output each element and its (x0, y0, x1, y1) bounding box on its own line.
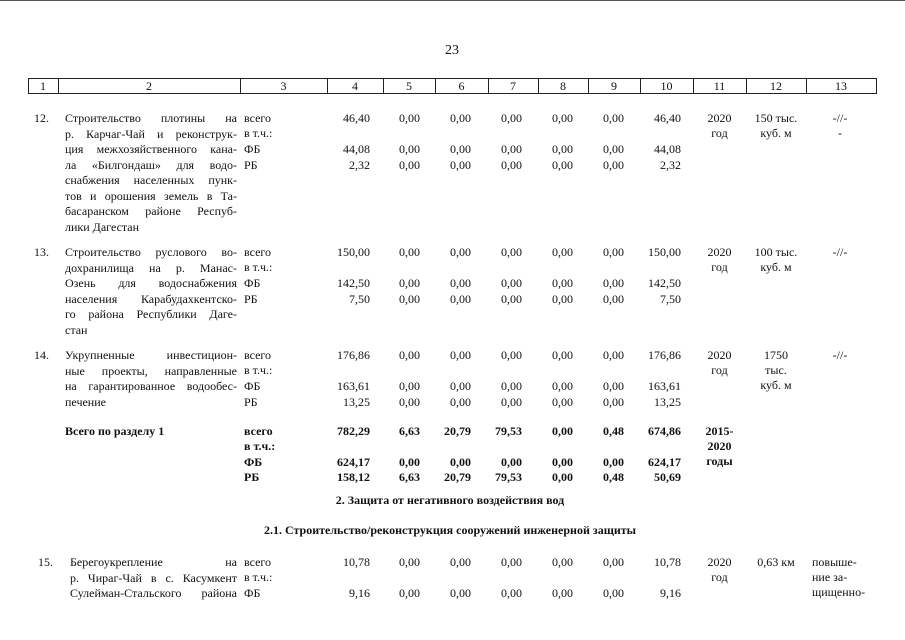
column-header-4: 4 (352, 79, 358, 93)
row-14-value: 0,00 (603, 379, 624, 393)
column-header-8: 8 (560, 79, 566, 93)
column-header-7: 7 (510, 79, 516, 93)
total-years: 2015- (705, 424, 734, 438)
row-15-fin-label: ФБ (244, 586, 261, 600)
row-14-value: 0,00 (450, 395, 471, 409)
row-14-fin-label: ФБ (244, 379, 261, 393)
row-13-fin-label: РБ (244, 292, 258, 306)
total-value: 0,00 (501, 455, 522, 469)
row-14-capacity: куб. м (760, 378, 792, 392)
row-14-value: 0,00 (399, 348, 420, 362)
total-value: 624,17 (337, 455, 370, 469)
row-15-value: 9,16 (660, 586, 681, 600)
row-12-value: 0,00 (450, 111, 471, 125)
row-14-value: 163,61 (648, 379, 681, 393)
row-14-fin-label: всего (244, 348, 272, 362)
row-13-value: 0,00 (399, 292, 420, 306)
row-15-note: ние за- (812, 570, 848, 584)
row-14-value: 0,00 (603, 348, 624, 362)
row-12-note: -//- (832, 111, 848, 125)
row-13-value: 0,00 (399, 276, 420, 290)
column-header-10: 10 (660, 79, 673, 93)
row-12-value: 44,08 (343, 142, 370, 156)
total-value: 50,69 (654, 470, 681, 484)
total-value: 6,63 (399, 424, 420, 438)
row-12-value: 0,00 (450, 142, 471, 156)
column-header-5: 5 (406, 79, 412, 93)
row-13-value: 142,50 (648, 276, 681, 290)
row-15-year: 2020 (707, 555, 732, 569)
row-15-fin-label: всего (244, 555, 272, 569)
row-12-value: 2,32 (660, 158, 681, 172)
row-12-value: 0,00 (501, 158, 522, 172)
row-15-value: 0,00 (450, 586, 471, 600)
row-12-value: 0,00 (501, 111, 522, 125)
row-12-value: 0,00 (603, 158, 624, 172)
total-value: 20,79 (444, 424, 471, 438)
row-12-note: - (838, 126, 842, 140)
row-14-value: 0,00 (552, 348, 573, 362)
row-15-value: 0,00 (552, 555, 573, 569)
column-header-13: 13 (835, 79, 847, 93)
row-12-fin-label: ФБ (244, 142, 261, 156)
row-12-year: 2020 (707, 111, 732, 125)
row-15-note: повыше- (812, 555, 857, 569)
row-14-value: 0,00 (552, 379, 573, 393)
row-12-value: 44,08 (654, 142, 681, 156)
row-13-year: 2020 (707, 245, 732, 259)
row-13-year: год (711, 260, 728, 274)
row-12-value: 0,00 (450, 158, 471, 172)
row-14-value: 176,86 (337, 348, 370, 362)
row-12-capacity: куб. м (760, 126, 792, 140)
row-13-value: 0,00 (552, 292, 573, 306)
row-12-value: 0,00 (603, 111, 624, 125)
column-header-1: 1 (40, 79, 46, 93)
row-12-number: 12. (34, 111, 49, 125)
row-12-fin-label: всего (244, 111, 272, 125)
row-14-number: 14. (34, 348, 49, 362)
row-13-value: 0,00 (399, 245, 420, 259)
row-14-value: 0,00 (552, 395, 573, 409)
row-13-fin-label: в т.ч.: (244, 260, 273, 274)
row-14-value: 0,00 (603, 395, 624, 409)
row-13-value: 0,00 (501, 276, 522, 290)
row-15-value: 0,00 (501, 586, 522, 600)
total-value: 0,00 (450, 455, 471, 469)
total-years: годы (706, 454, 733, 468)
row-13-value: 7,50 (349, 292, 370, 306)
total-value: 0,48 (603, 470, 624, 484)
row-13-description: Строительство руслового во- дохранилища на р. Манас- Озень для водоснабжения населения Карабудахкентско- го района Республики Даге- стан (65, 245, 237, 337)
row-13-fin-label: ФБ (244, 276, 261, 290)
row-15-value: 0,00 (552, 586, 573, 600)
total-years: 2020 (707, 439, 732, 453)
row-15-number: 15. (38, 555, 53, 569)
subsection-2-1-title: 2.1. Строительство/реконструкция сооружений инженерной защиты (263, 523, 637, 537)
row-14-value: 0,00 (450, 379, 471, 393)
row-12-value: 0,00 (399, 142, 420, 156)
total-value: 674,86 (648, 424, 681, 438)
row-13-value: 0,00 (552, 276, 573, 290)
total-value: 0,00 (552, 424, 573, 438)
row-14-value: 0,00 (501, 379, 522, 393)
row-15-value: 0,00 (450, 555, 471, 569)
row-14-fin-label: в т.ч.: (244, 363, 273, 377)
row-12-value: 0,00 (552, 158, 573, 172)
row-14-value: 163,61 (337, 379, 370, 393)
column-header-11: 11 (713, 79, 726, 93)
row-12-value: 2,32 (349, 158, 370, 172)
total-value: 624,17 (648, 455, 681, 469)
row-13-value: 0,00 (603, 245, 624, 259)
row-13-value: 0,00 (501, 245, 522, 259)
row-14-note: -//- (832, 348, 848, 362)
row-15-year: год (711, 570, 728, 584)
total-value: 0,48 (603, 424, 624, 438)
row-15-value: 0,00 (603, 586, 624, 600)
column-header-12: 12 (770, 79, 782, 93)
row-13-capacity: куб. м (760, 260, 792, 274)
row-13-value: 0,00 (603, 292, 624, 306)
column-header-6: 6 (458, 79, 465, 93)
row-13-value: 0,00 (501, 292, 522, 306)
total-value: 158,12 (337, 470, 370, 484)
row-14-value: 0,00 (501, 348, 522, 362)
total-fin-label: в т.ч.: (244, 439, 276, 453)
row-14-fin-label: РБ (244, 395, 258, 409)
row-13-fin-label: всего (244, 245, 272, 259)
row-13-number: 13. (34, 245, 49, 259)
row-13-value: 0,00 (450, 292, 471, 306)
row-14-value: 0,00 (399, 395, 420, 409)
row-15-value: 0,00 (603, 555, 624, 569)
row-14-capacity: 1750 (764, 348, 788, 362)
row-14-value: 0,00 (399, 379, 420, 393)
row-14-value: 13,25 (654, 395, 681, 409)
row-12-value: 46,40 (343, 111, 370, 125)
row-12-capacity: 150 тыс. (754, 111, 798, 125)
total-fin-label: всего (244, 424, 273, 438)
row-12-value: 0,00 (399, 111, 420, 125)
total-fin-label: РБ (244, 470, 260, 484)
total-value: 6,63 (399, 470, 420, 484)
row-14-value: 13,25 (343, 395, 370, 409)
row-14-year: год (711, 363, 728, 377)
row-15-description: Берегоукрепление на р. Чираг-Чай в с. Касумкент Сулейман-Стальского района (70, 555, 237, 600)
total-value: 0,00 (399, 455, 420, 469)
row-13-value: 0,00 (450, 245, 471, 259)
row-15-capacity: 0,63 км (757, 555, 795, 569)
row-12-value: 0,00 (603, 142, 624, 156)
total-fin-label: ФБ (244, 455, 263, 469)
row-13-capacity: 100 тыс. (754, 245, 798, 259)
row-15-value: 0,00 (501, 555, 522, 569)
row-15-value: 9,16 (349, 586, 370, 600)
row-13-value: 150,00 (648, 245, 681, 259)
section-2-title: 2. Защита от негативного воздействия вод (335, 493, 565, 507)
total-value: 79,53 (495, 470, 522, 484)
row-14-year: 2020 (707, 348, 732, 362)
total-value: 0,00 (603, 455, 624, 469)
row-12-description: Строительство плотины на р. Карчаг-Чай и реконструк- ция межхозяйственного кана- ла «Билгондаш» для водо- снабжения населенных пунк- тов и орошения земель в Та- басаранском районе Респуб- лики Дагестан (65, 111, 237, 234)
row-13-value: 7,50 (660, 292, 681, 306)
row-15-value: 10,78 (654, 555, 681, 569)
row-15-value: 10,78 (343, 555, 370, 569)
column-header-3: 3 (280, 79, 287, 93)
row-12-fin-label: РБ (244, 158, 258, 172)
row-15-value: 0,00 (399, 555, 420, 569)
row-12-fin-label: в т.ч.: (244, 126, 273, 140)
total-value: 79,53 (495, 424, 522, 438)
row-15-fin-label: в т.ч.: (244, 570, 273, 584)
row-13-note: -//- (832, 245, 848, 259)
column-header-2: 2 (146, 79, 152, 93)
row-14-value: 0,00 (501, 395, 522, 409)
total-value: 0,00 (552, 470, 573, 484)
page-number: 23 (445, 43, 459, 58)
row-12-value: 0,00 (552, 111, 573, 125)
row-15-value: 0,00 (399, 586, 420, 600)
total-value: 782,29 (337, 424, 370, 438)
row-13-value: 142,50 (337, 276, 370, 290)
row-12-value: 0,00 (399, 158, 420, 172)
row-12-value: 46,40 (654, 111, 681, 125)
total-label: Всего по разделу 1 (65, 424, 165, 438)
row-14-value: 176,86 (648, 348, 681, 362)
scan-edge (0, 0, 905, 1)
row-14-value: 0,00 (450, 348, 471, 362)
row-12-value: 0,00 (552, 142, 573, 156)
row-13-value: 0,00 (552, 245, 573, 259)
row-14-description: Укрупненные инвестицион- ные проекты, направленные на гарантированное водообес- печение (65, 348, 237, 409)
row-12-value: 0,00 (501, 142, 522, 156)
total-value: 20,79 (444, 470, 471, 484)
row-13-value: 150,00 (337, 245, 370, 259)
row-15-note: щищенно- (812, 585, 866, 599)
column-header-9: 9 (611, 79, 617, 93)
total-value: 0,00 (552, 455, 573, 469)
row-12-year: год (711, 126, 728, 140)
row-13-value: 0,00 (603, 276, 624, 290)
row-13-value: 0,00 (450, 276, 471, 290)
row-14-capacity: тыс. (765, 363, 787, 377)
